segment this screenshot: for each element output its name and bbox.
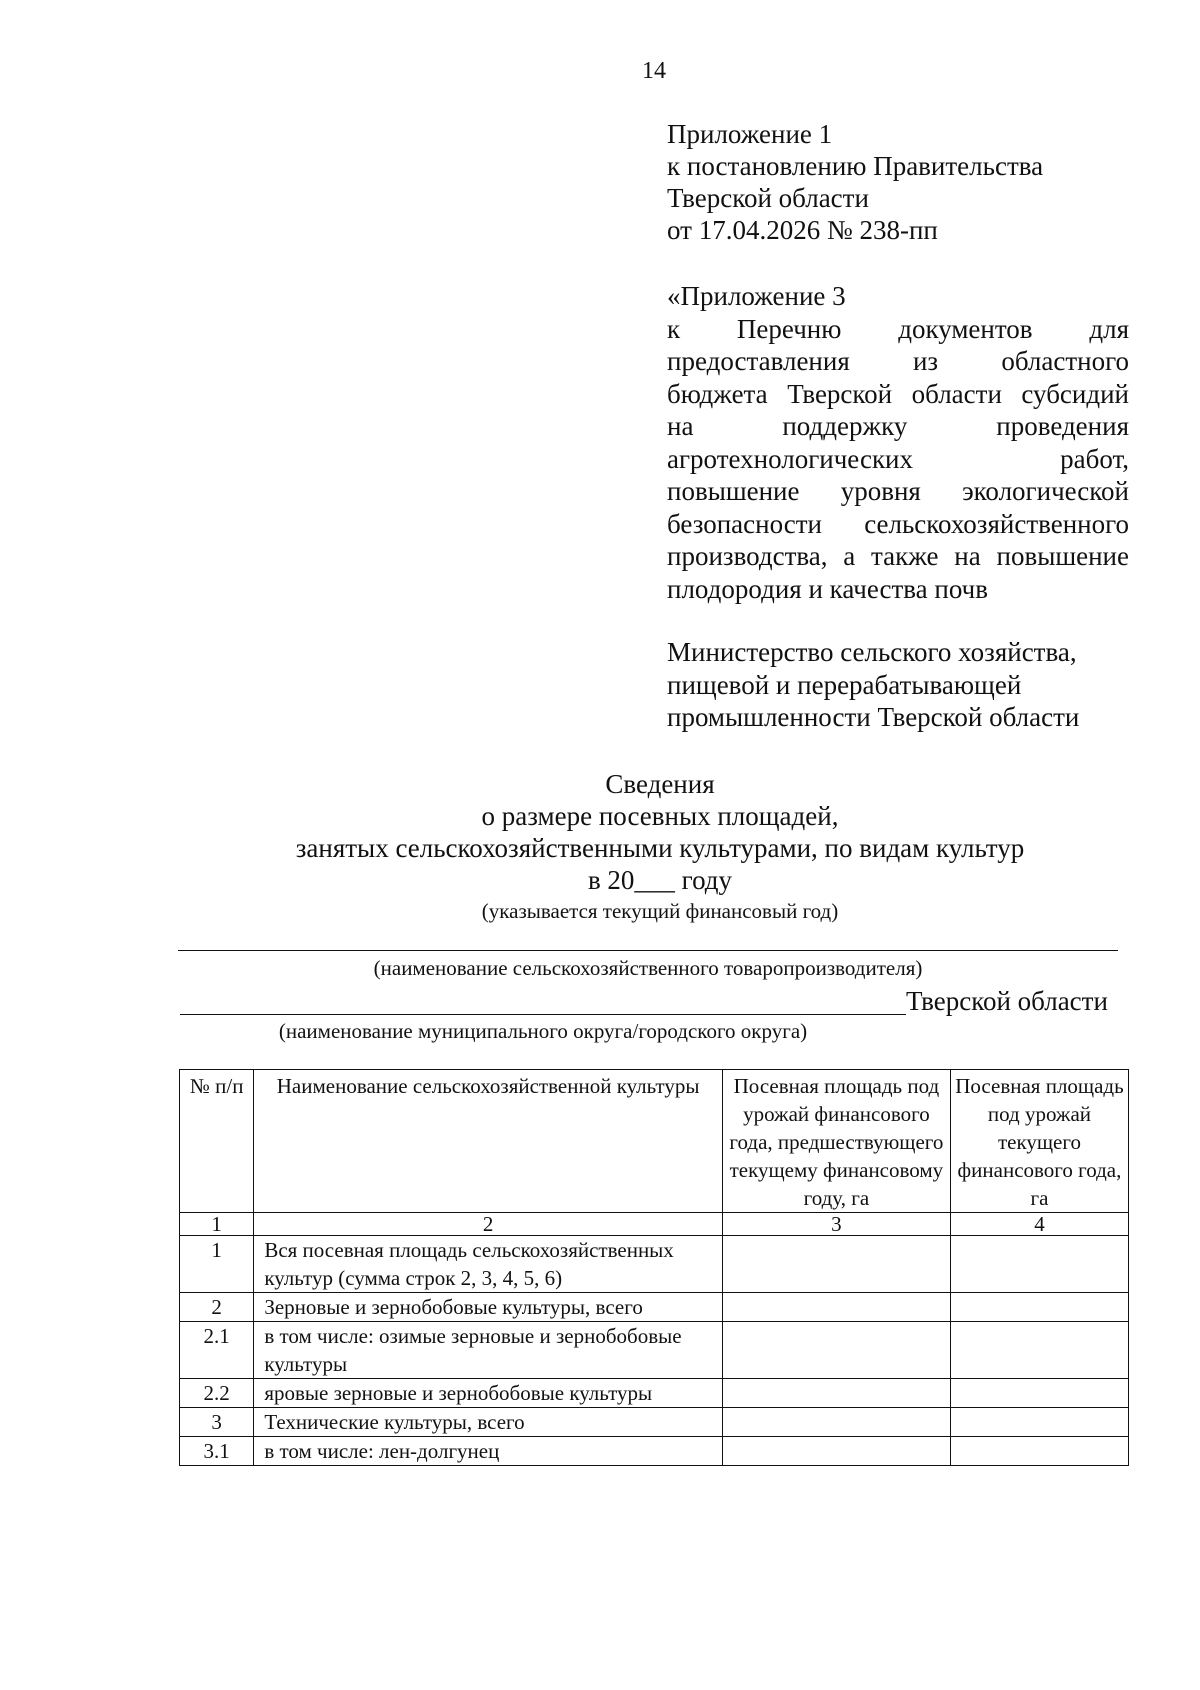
table-row xyxy=(180,1293,1129,1322)
row-previous-year-area[interactable] xyxy=(722,1293,950,1322)
table-row xyxy=(180,1437,1129,1466)
header-crop-name: Наименование сельскохозяйственной культуры xyxy=(254,1070,723,1213)
column-number: 3 xyxy=(722,1213,950,1236)
reference-line: предоставления из областного xyxy=(667,346,1129,376)
row-crop-name: Вся посевная площадь сельскохозяйственных культур (сумма строк 2, 3, 4, 5, 6) xyxy=(254,1236,723,1293)
ministry-block xyxy=(667,636,1137,734)
row-previous-year-area[interactable] xyxy=(722,1322,950,1379)
appendix-line: к постановлению Правительства xyxy=(667,151,1044,181)
reference-block xyxy=(667,280,1129,605)
column-number: 2 xyxy=(254,1213,723,1236)
row-crop-name: в том числе: лен-долгунец xyxy=(254,1437,723,1466)
row-current-year-area[interactable] xyxy=(950,1322,1128,1379)
row-current-year-area[interactable] xyxy=(950,1379,1128,1408)
column-number: 1 xyxy=(180,1213,254,1236)
row-number: 2 xyxy=(180,1293,254,1322)
table-row xyxy=(180,1408,1129,1437)
appendix-line: Тверской области xyxy=(667,183,869,213)
reference-last-line: плодородия и качества почв xyxy=(667,573,988,604)
row-current-year-area[interactable] xyxy=(950,1437,1128,1466)
header-previous-year-area: Посевная площадь под урожай финансового года, предшествующего текущему финансовому году, га xyxy=(722,1070,950,1213)
row-previous-year-area[interactable] xyxy=(722,1236,950,1293)
reference-line: агротехнологических работ, xyxy=(667,443,1129,474)
title-note: (указывается текущий финансовый год) xyxy=(481,899,839,923)
row-number: 2.2 xyxy=(180,1379,254,1408)
title-line: занятых сельскохозяйственными культурами, по видам культур xyxy=(295,833,1025,863)
table-header-row xyxy=(180,1070,1129,1213)
row-current-year-area[interactable] xyxy=(950,1236,1128,1293)
row-previous-year-area[interactable] xyxy=(722,1379,950,1408)
appendix-line: от 17.04.2026 № 238-пп xyxy=(667,215,938,245)
title-line: о размере посевных площадей, xyxy=(481,801,839,831)
row-number: 1 xyxy=(180,1236,254,1293)
row-previous-year-area[interactable] xyxy=(722,1437,950,1466)
ministry-line: Министерство сельского хозяйства, xyxy=(667,637,1077,667)
producer-caption: (наименование сельскохозяйственного товаропроизводителя) xyxy=(373,956,923,980)
row-number: 2.1 xyxy=(180,1322,254,1379)
municipality-caption: (наименование муниципального округа/городского округа) xyxy=(278,1019,808,1043)
table-row xyxy=(180,1379,1129,1408)
table-row xyxy=(180,1236,1129,1293)
appendix-line: Приложение 1 xyxy=(667,119,833,149)
municipality-name-blank[interactable] xyxy=(180,1014,906,1015)
document-title xyxy=(180,768,1140,926)
ministry-line: пищевой и перерабатывающей xyxy=(667,669,1022,700)
reference-line: к Перечню документов для xyxy=(667,313,1129,344)
reference-line: бюджета Тверской области субсидий xyxy=(667,378,1129,409)
row-crop-name: Технические культуры, всего xyxy=(254,1408,723,1437)
row-current-year-area[interactable] xyxy=(950,1293,1128,1322)
row-previous-year-area[interactable] xyxy=(722,1408,950,1437)
row-crop-name: в том числе: озимые зерновые и зернобобовые культуры xyxy=(254,1322,723,1379)
column-number: 4 xyxy=(950,1213,1128,1236)
header-current-year-area: Посевная площадь под урожай текущего финансового года, га xyxy=(950,1070,1128,1213)
header-number: № п/п xyxy=(180,1070,254,1213)
row-number: 3 xyxy=(180,1408,254,1437)
producer-name-blank[interactable] xyxy=(178,950,1118,951)
ministry-line: промышленности Тверской области xyxy=(667,702,1080,732)
region-suffix: Тверской области xyxy=(906,986,1108,1016)
reference-line: производства, а также на повышение xyxy=(667,541,1129,571)
reference-heading: «Приложение 3 xyxy=(667,281,846,311)
row-crop-name: Зерновые и зернобобовые культуры, всего xyxy=(254,1293,723,1322)
row-crop-name: яровые зерновые и зернобобовые культуры xyxy=(254,1379,723,1408)
title-line: Сведения xyxy=(605,769,715,799)
column-number-row xyxy=(180,1213,1129,1236)
row-current-year-area[interactable] xyxy=(950,1408,1128,1437)
table-row xyxy=(180,1322,1129,1379)
title-line: в 20___ году xyxy=(587,865,733,895)
appendix-block xyxy=(667,118,1129,246)
reference-line: безопасности сельскохозяйственного xyxy=(667,508,1129,539)
reference-line: на поддержку проведения xyxy=(667,411,1129,441)
crop-area-table xyxy=(179,1069,1129,1466)
row-number: 3.1 xyxy=(180,1437,254,1466)
reference-line: повышение уровня экологической xyxy=(667,476,1129,506)
page-number: 14 xyxy=(642,58,666,84)
